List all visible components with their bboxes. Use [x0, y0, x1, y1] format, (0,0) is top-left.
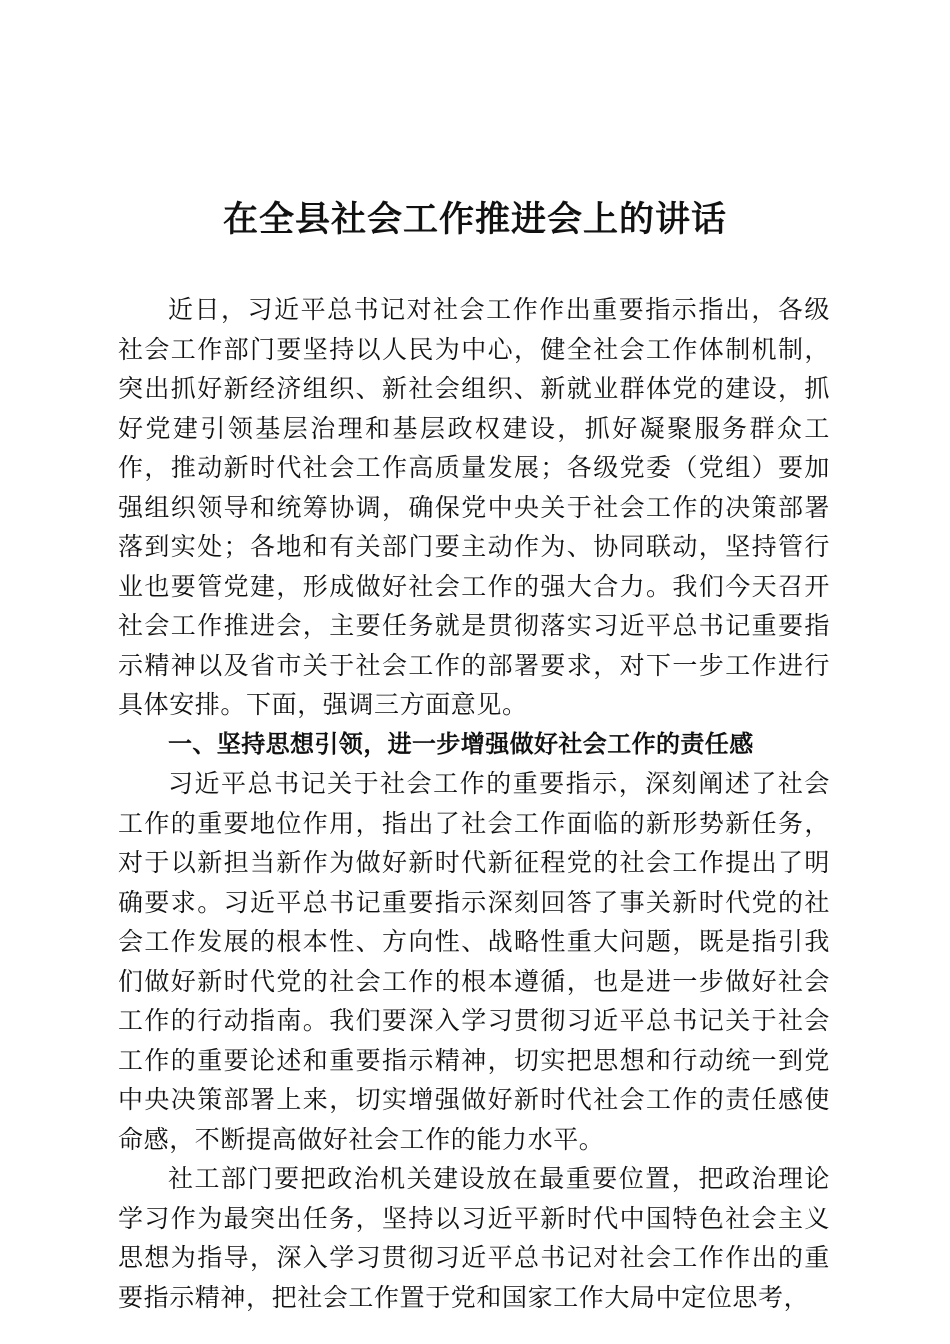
document-body	[118, 290, 830, 1317]
section-heading-1: 一、坚持思想引领，进一步增强做好社会工作的责任感	[168, 729, 754, 758]
section1-paragraph-1: 习近平总书记关于社会工作的重要指示，深刻阐述了社会工作的重要地位作用，指出了社会工作面临的新形势新任务，对于以新担当新作为做好新时代新征程党的社会工作提出了明确要求。习近平总书记重要指示深刻回答了事关新时代党的社会工作发展的根本性、方向性、战略性重大问题，既是指引我们做好新时代党的社会工作的根本遵循，也是进一步做好社会工作的行动指南。我们要深入学习贯彻习近平总书记关于社会工作的重要论述和重要指示精神，切实把思想和行动统一到党中央决策部署上来，切实增强做好新时代社会工作的责任感使命感，不断提高做好社会工作的能力水平。	[118, 769, 830, 1154]
document-title: 在全县社会工作推进会上的讲话	[222, 199, 727, 240]
intro-paragraph: 近日，习近平总书记对社会工作作出重要指示指出，各级社会工作部门要坚持以人民为中心，健全社会工作体制机制，突出抓好新经济组织、新社会组织、新就业群体党的建设，抓好党建引领基层治理和基层政权建设，抓好凝聚服务群众工作，推动新时代社会工作高质量发展；各级党委（党组）要加强组织领导和统筹协调，确保党中央关于社会工作的决策部署落到实处；各地和有关部门要主动作为、协同联动，坚持管行业也要管党建，形成做好社会工作的强大合力。我们今天召开社会工作推进会，主要任务就是贯彻落实习近平总书记重要指示精神以及省市关于社会工作的部署要求，对下一步工作进行具体安排。下面，强调三方面意见。	[118, 295, 830, 719]
section1-paragraph-2: 社工部门要把政治机关建设放在最重要位置，把政治理论学习作为最突出任务，坚持以习近平新时代中国特色社会主义思想为指导，深入学习贯彻习近平总书记对社会工作作出的重要指示精神，把社会工作置于党和国家工作大局中定位思考，	[118, 1164, 830, 1312]
